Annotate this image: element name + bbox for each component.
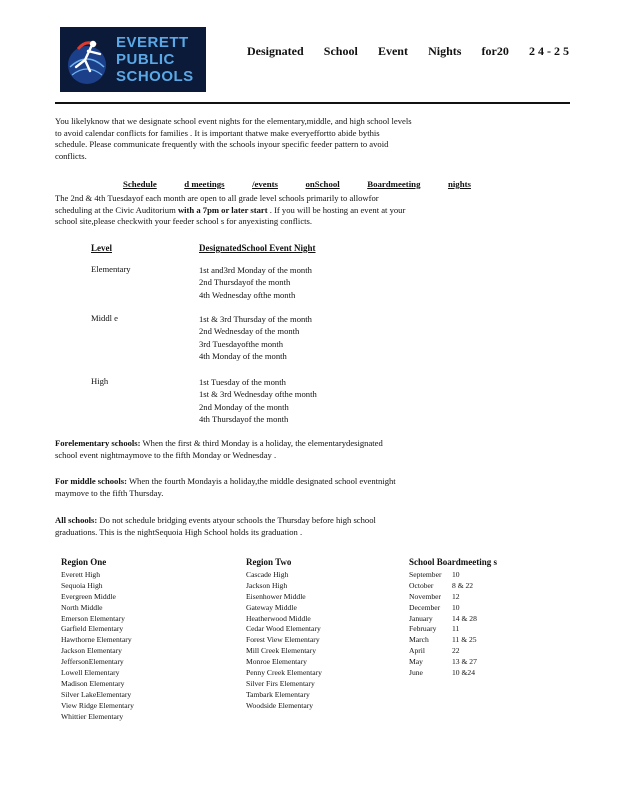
start-time-emphasis: with a 7pm or later start: [177, 204, 268, 215]
text-fragment: scheduling at the Civic Auditorium: [55, 204, 176, 215]
list-item: Sequoia High: [61, 580, 103, 590]
night-item: 4th Monday of the month: [199, 350, 287, 361]
list-item: [409, 570, 559, 581]
text-line: [55, 476, 555, 488]
heading-word: onSchool: [305, 179, 340, 189]
list-item: Silver Firs Elementary: [246, 678, 315, 688]
list-item: Cedar Wood Elementary: [246, 624, 321, 634]
night-item: 1st & 3rd Thursday of the month: [199, 314, 312, 324]
list-item: Lowell Elementary: [61, 668, 120, 678]
level-label: Middl e: [91, 313, 118, 323]
region-one-title: Region One: [61, 557, 107, 567]
meeting-dates: 10 &24: [452, 668, 475, 678]
intro-paragraph: [55, 116, 555, 162]
meeting-dates: 22: [452, 646, 460, 656]
meeting-month: October: [409, 580, 434, 590]
meeting-month: December: [409, 602, 441, 612]
text-line: [55, 515, 555, 527]
night-item: 2nd Monday of the month: [199, 401, 289, 412]
note-elementary: [55, 438, 555, 461]
meeting-month: November: [409, 591, 442, 601]
meeting-month: January: [409, 613, 433, 623]
meeting-dates: 11 & 25: [452, 635, 477, 645]
list-item: [409, 624, 559, 635]
night-item: 4th Wednesday ofthe month: [199, 289, 296, 300]
heading-word: nights: [447, 179, 471, 189]
list-item: [409, 657, 559, 668]
region-two-title: Region Two: [246, 557, 292, 567]
list-item: [409, 646, 559, 657]
note-label: For middle schools:: [55, 476, 127, 486]
note-label: All schools:: [55, 515, 98, 525]
list-item: Cascade High: [246, 569, 289, 579]
logo-text-line: PUBLIC: [116, 51, 175, 68]
title-word: 2 4 - 2 5: [528, 44, 569, 58]
text-fragment: When the fourth Mondayis a holiday,the middle designated school eventnight: [128, 476, 396, 486]
text-line: [55, 205, 555, 217]
list-item: JeffersonElementary: [61, 657, 124, 667]
table-header-level: Level: [91, 243, 112, 253]
note-all: [55, 515, 555, 538]
meeting-month: February: [409, 624, 437, 634]
text-line: school site,please checkwith your feeder school s for anyexisting conflicts.: [55, 216, 313, 227]
list-item: Jackson Elementary: [61, 646, 122, 656]
text-line: [55, 438, 555, 450]
meeting-dates: 14 & 28: [452, 613, 477, 623]
region-one-list: [61, 557, 236, 723]
text-line: school event nightmaymove to the fifth Monday or Wednesday .: [55, 449, 277, 460]
list-item: Forest View Elementary: [246, 635, 320, 645]
title-word: for20: [481, 44, 509, 58]
list-item: Monroe Elementary: [246, 657, 307, 667]
text-line: schedule. Please communicate frequently with the schools inyour specific feeder pattern to avoid: [55, 139, 389, 150]
meeting-dates: 10: [452, 602, 460, 612]
nights-list: [199, 264, 312, 301]
list-item: Tambark Elementary: [246, 689, 310, 699]
list-item: Silver LakeElementary: [61, 689, 132, 699]
board-meetings-title: School Boardmeeting s: [409, 557, 498, 567]
meeting-dates: 10: [452, 569, 460, 579]
list-item: [409, 581, 559, 592]
level-label: High: [91, 376, 109, 386]
meeting-dates: 11: [452, 624, 460, 634]
list-item: Garfield Elementary: [61, 624, 124, 634]
list-item: Woodside Elementary: [246, 700, 314, 710]
meeting-month: April: [409, 646, 426, 656]
text-line: The 2nd & 4th Tuesdayof each month are open to all grade level schools primarily to allowfor: [55, 193, 379, 203]
list-item: Heatherwood Middle: [246, 613, 311, 623]
nights-list: [199, 313, 312, 362]
heading-word: d meetings: [184, 179, 225, 189]
text-line: graduations. This is the nightSequoia High School holds its graduation .: [55, 526, 303, 537]
list-item: Emerson Elementary: [61, 613, 125, 623]
district-logo: [60, 27, 206, 92]
note-label: Forelementary schools:: [55, 438, 141, 448]
night-item: 1st and3rd Monday of the month: [199, 265, 312, 275]
night-item: 2nd Thursdayof the month: [199, 277, 291, 288]
list-item: Madison Elementary: [61, 678, 125, 688]
meeting-dates: 8 & 22: [452, 580, 474, 590]
list-item: View Ridge Elementary: [61, 700, 134, 710]
night-item: 4th Thursdayof the month: [199, 413, 289, 424]
list-item: [409, 635, 559, 646]
title-word: School: [323, 44, 358, 58]
night-item: 1st & 3rd Wednesday ofthe month: [199, 389, 317, 400]
board-meetings-list: [409, 557, 559, 679]
list-item: Evergreen Middle: [61, 591, 116, 601]
night-item: 2nd Wednesday of the month: [199, 326, 300, 337]
list-item: [409, 603, 559, 614]
meeting-month: June: [409, 668, 423, 678]
region-two-list: [246, 557, 401, 712]
text-line: You likelyknow that we designate school event nights for the elementary,middle, and high school levels: [55, 116, 412, 126]
meeting-month: May: [409, 657, 423, 667]
list-item: Hawthorne Elementary: [61, 635, 132, 645]
text-line: maymove to the fifth Thursday.: [55, 487, 164, 498]
list-item: Eisenhower Middle: [246, 591, 306, 601]
list-item: Gateway Middle: [246, 602, 297, 612]
list-item: Whittier Elementary: [61, 711, 124, 721]
title-word: Designated: [247, 44, 304, 58]
meeting-dates: 12: [452, 591, 460, 601]
header-divider: [55, 102, 570, 104]
page-title: [247, 44, 569, 59]
nights-list: [199, 376, 317, 425]
list-item: Jackson High: [246, 580, 288, 590]
text-fragment: When the first & third Monday is a holiday, the elementarydesignated: [142, 438, 383, 448]
logo-text-line: SCHOOLS: [116, 68, 194, 85]
meeting-month: September: [409, 569, 442, 579]
schedule-paragraph: [55, 193, 555, 228]
heading-word: Schedule: [123, 179, 157, 189]
note-middle: [55, 476, 555, 499]
title-word: Nights: [428, 44, 462, 58]
schedule-heading: [123, 179, 471, 189]
night-item: 1st Tuesday of the month: [199, 377, 286, 387]
text-fragment: Do not schedule bridging events atyour schools the Thursday before high school: [99, 515, 376, 525]
meeting-month: March: [409, 635, 429, 645]
night-item: 3rd Tuesdayofthe month: [199, 338, 284, 349]
meeting-dates: 13 & 27: [452, 657, 477, 667]
heading-word: /events: [252, 179, 278, 189]
level-label: Elementary: [91, 264, 131, 274]
title-word: Event: [377, 44, 408, 58]
text-line: conflicts.: [55, 150, 87, 161]
heading-word: Boardmeeting: [367, 179, 421, 189]
list-item: [409, 668, 559, 679]
text-line: to avoid calendar conflicts for families . It is important thatwe make everyeffortto abide bythis: [55, 127, 380, 138]
list-item: [409, 614, 559, 625]
text-fragment: . If you will be hosting an event at your: [269, 204, 406, 215]
list-item: Everett High: [61, 569, 101, 579]
list-item: Penny Creek Elementary: [246, 668, 322, 678]
list-item: North Middle: [61, 602, 103, 612]
list-item: [409, 592, 559, 603]
logo-text-line: EVERETT: [116, 34, 189, 51]
list-item: Mill Creek Elementary: [246, 646, 317, 656]
table-header-nights: DesignatedSchool Event Night: [199, 243, 316, 253]
